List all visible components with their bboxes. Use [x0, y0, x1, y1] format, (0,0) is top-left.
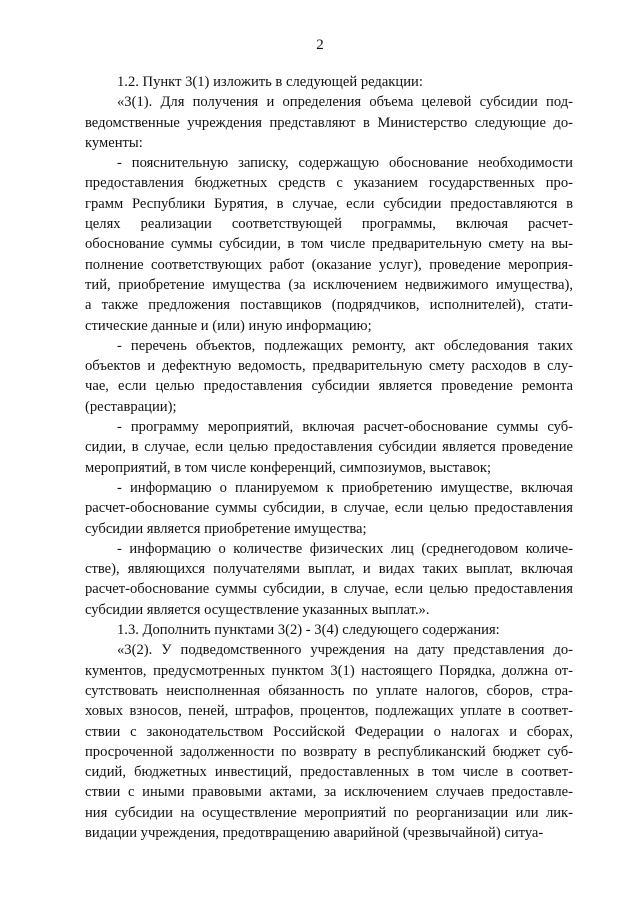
text-line: - информацию о планируемом к приобретению имуществе, включая: [117, 479, 573, 496]
paragraph-p-3-1-intro: [85, 92, 573, 153]
text-line: - пояснительную записку, содержащую обоснование необходимости: [117, 155, 573, 172]
text-line: сидий, бюджетных инвестиций, предоставленных в том числе в соответ-: [85, 764, 573, 781]
document-body: [85, 72, 573, 843]
text-line: - программу мероприятий, включая расчет-обоснование суммы суб-: [117, 419, 573, 436]
text-line: расчет-обоснование суммы субсидии, в случае, если целью предоставления: [85, 500, 573, 517]
text-line: сутствовать неисполненная обязанность по уплате налогов, сборов, стра-: [85, 682, 573, 699]
paragraph-p-item-3: [85, 417, 573, 478]
text-line: тий, приобретение имущества (за исключением недвижимого имущества),: [85, 276, 573, 293]
text-line: объектов и дефектную ведомость, предварительную смету расходов в слу-: [85, 358, 573, 375]
text-line: чае, если целью предоставления субсидии является проведение ремонта: [85, 378, 573, 395]
text-line: мероприятий, в том числе конференций, симпозиумов, выставок;: [85, 459, 492, 476]
text-line: 1.3. Дополнить пунктами 3(2) - 3(4) следующего содержания:: [117, 622, 500, 639]
text-line: сидии, в случае, если целью предоставления субсидии является проведение: [85, 439, 573, 456]
text-line: ствии с законодательством Российской Федерации о налогах и сборах,: [85, 723, 573, 740]
paragraph-p-item-1: [85, 153, 573, 336]
text-line: ния субсидии на осуществление мероприятий по реорганизации или лик-: [85, 804, 573, 821]
text-line: видации учреждения, предотвращению аварийной (чрезвычайной) ситуа-: [85, 824, 544, 841]
page-number: 2: [316, 37, 324, 53]
text-line: «3(2). У подведомственного учреждения на дату представления до-: [117, 642, 573, 659]
text-line: кументов, предусмотренных пунктом 3(1) настоящего Порядка, должна от-: [85, 662, 573, 679]
paragraph-p-3-2: [85, 640, 573, 843]
text-line: ховых взносов, пеней, штрафов, процентов, подлежащих уплате в соответ-: [85, 703, 573, 720]
text-line: стве), являющихся получателями выплат, и видах таких выплат, включая: [85, 561, 573, 578]
text-line: предоставления бюджетных средств с указанием государственных про-: [85, 175, 573, 192]
text-line: 1.2. Пункт 3(1) изложить в следующей редакции:: [117, 74, 423, 90]
paragraph-p-item-5: [85, 539, 573, 620]
text-line: ствии с иными правовыми актами, за исключением случаев предоставле-: [85, 784, 573, 801]
text-line: стические данные и (или) иную информацию;: [85, 317, 372, 334]
text-line: грамм Республики Бурятия, в случае, если субсидии предоставляются в: [85, 195, 573, 212]
text-line: расчет-обоснование суммы субсидии, в случае, если целью предоставления: [85, 581, 573, 598]
text-line: ведомственные учреждения представляют в Министерство следующие до-: [85, 114, 573, 131]
paragraph-p-1-3: [85, 620, 573, 640]
text-line: - информацию о количестве физических лиц (среднегодовом количе-: [117, 540, 573, 557]
text-line: (реставрации);: [85, 398, 177, 415]
paragraph-p-item-4: [85, 478, 573, 539]
text-line: обоснование суммы субсидии, в том числе предварительную смету на вы-: [85, 236, 573, 253]
text-line: просроченной задолженности по возврату в республиканский бюджет суб-: [85, 743, 573, 760]
text-line: кументы:: [85, 134, 143, 151]
text-line: а также предложения поставщиков (подрядчиков, исполнителей), стати-: [85, 297, 573, 314]
paragraph-p-1-2: [85, 72, 573, 92]
text-line: - перечень объектов, подлежащих ремонту, акт обследования таких: [117, 337, 573, 354]
text-line: целях реализации соответствующей программы, включая расчет-: [85, 216, 573, 233]
paragraph-p-item-2: [85, 336, 573, 417]
text-line: субсидии является осуществление указанных выплат.».: [85, 601, 430, 618]
text-line: субсидии является приобретение имущества;: [85, 520, 367, 537]
text-line: полнение соответствующих работ (оказание услуг), проведение мероприя-: [85, 256, 573, 273]
text-line: «3(1). Для получения и определения объема целевой субсидии под-: [117, 94, 573, 111]
